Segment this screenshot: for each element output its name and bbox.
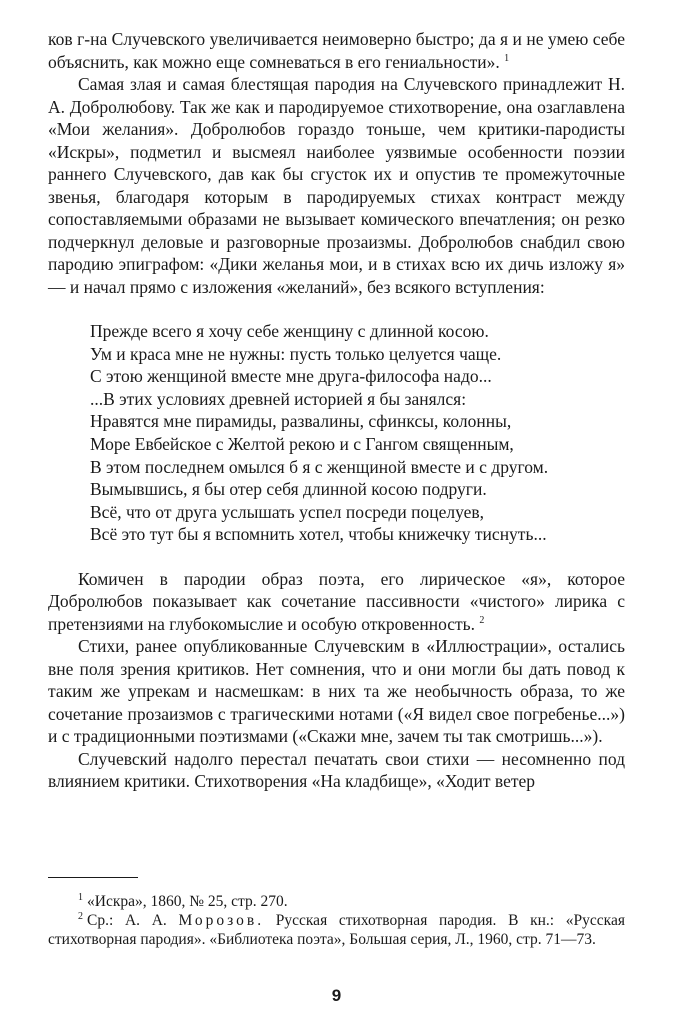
footnote-text: Русская стихотворная пародия. В кн.: «Русская стихотворная пародия». «Библиотека поэта», Большая серия, Л., 1960, стр. 71—73. <box>48 912 625 948</box>
footnote-prefix: Ср.: А. А. <box>87 912 179 929</box>
poem-line: Всё это тут бы я вспомнить хотел, чтобы книжечку тиснуть... <box>90 524 547 545</box>
footnote-2: 2 Ср.: А. А. Морозов. Русская стихотворная пародия. В кн.: «Русская стихотворная пародия». «Библиотека поэта», Большая серия, Л., 1960, стр. 71—73. <box>48 910 625 948</box>
paragraph-5 <box>48 748 625 793</box>
footnote-ref-2[interactable]: 2 <box>479 615 485 627</box>
paragraph-5-text: Случевский надолго перестал печатать свои стихи — несомненно под влиянием критики. Стихотворения «На кладбище», «Ходит ветер <box>48 748 625 792</box>
poem-line: Море Евбейское с Желтой рекою и с Гангом священным, <box>90 433 514 454</box>
paragraph-2-text: Самая злая и самая блестящая пародия на Случевского принадлежит Н. А. Добролюбову. Так же как и пародируемое стихотворение, она озаглавлена «Мои желания». Добролюбов гораздо тоньше, чем критики-пародисты «Искры», подметил и высмеял наиболее уязвимые особенности поэзии раннего Случевского, дав как бы сгусток их и опустив те промежуточные звенья, благодаря которым в пародируемых стихах контраст между сопоставляемыми образами не вызывает комического впечатления; он резко подчеркнул деловые и разговорные прозаизмы. Добролюбов снабдил свою пародию эпиграфом: «Дики желанья мои, и в стихах всю их дичь изложу я» — и начал прямо с изложения «желаний», без всякого вступления: <box>48 74 625 297</box>
paragraph-1-text: ков г-на Случевского увеличивается неимоверно быстро; да я и не умею себе объяснить, как можно еще сомневаться в его гениальности». <box>48 29 625 72</box>
paragraph-2 <box>48 73 625 298</box>
footnote-1: 1 «Искра», 1860, № 25, стр. 270. <box>78 891 288 910</box>
paragraph-4 <box>48 635 625 748</box>
paragraph-4-text: Стихи, ранее опубликованные Случевским в «Иллюстрации», остались вне поля зрения критиков. Нет сомнения, что и они могли бы дать повод к таким же упрекам и насмешкам: в них та же необычность образа, то же сочетание прозаизмов с трагическими нотами («Я видел свое погребенье...») и с традиционными поэтизмами («Скажи мне, зачем ты так смотришь...»). <box>48 636 625 747</box>
page-body <box>48 28 625 793</box>
poem-line: ...В этих условиях древней историей я бы занялся: <box>90 388 467 409</box>
poem-line: Нравятся мне пирамиды, развалины, сфинксы, колонны, <box>90 411 512 432</box>
footnotes <box>48 892 625 949</box>
poem-line: Прежде всего я хочу себе женщину с длинной косою. <box>90 321 489 341</box>
parody-poem <box>90 320 625 546</box>
paragraph-3 <box>48 568 625 636</box>
footnote-ref-1[interactable]: 1 <box>504 52 510 64</box>
poem-line: С этою женщиной вместе мне друга-философа надо... <box>90 366 492 387</box>
poem-line: Вымывшись, я бы отер себя длинной косою подруги. <box>90 479 487 500</box>
poem-line: В этом последнем омылся б я с женщиной вместе и с другом. <box>90 456 549 477</box>
poem-line: Ум и краса мне не нужны: пусть только целуется чаще. <box>90 343 502 364</box>
poem-line: Всё, что от друга услышать успел посреди поцелуев, <box>90 501 485 522</box>
footnote-divider <box>48 877 138 878</box>
paragraph-1 <box>48 28 625 73</box>
paragraph-3-text: Комичен в пародии образ поэта, его лирическое «я», которое Добролюбов показывает как сочетание пассивности «чистого» лирика с претензиями на глубокомыслие и особую откровенность. <box>48 568 625 634</box>
page-number: 9 <box>331 986 342 1005</box>
footnote-text: «Искра», 1860, № 25, стр. 270. <box>87 893 288 910</box>
footnote-author: Морозов. <box>178 912 265 929</box>
